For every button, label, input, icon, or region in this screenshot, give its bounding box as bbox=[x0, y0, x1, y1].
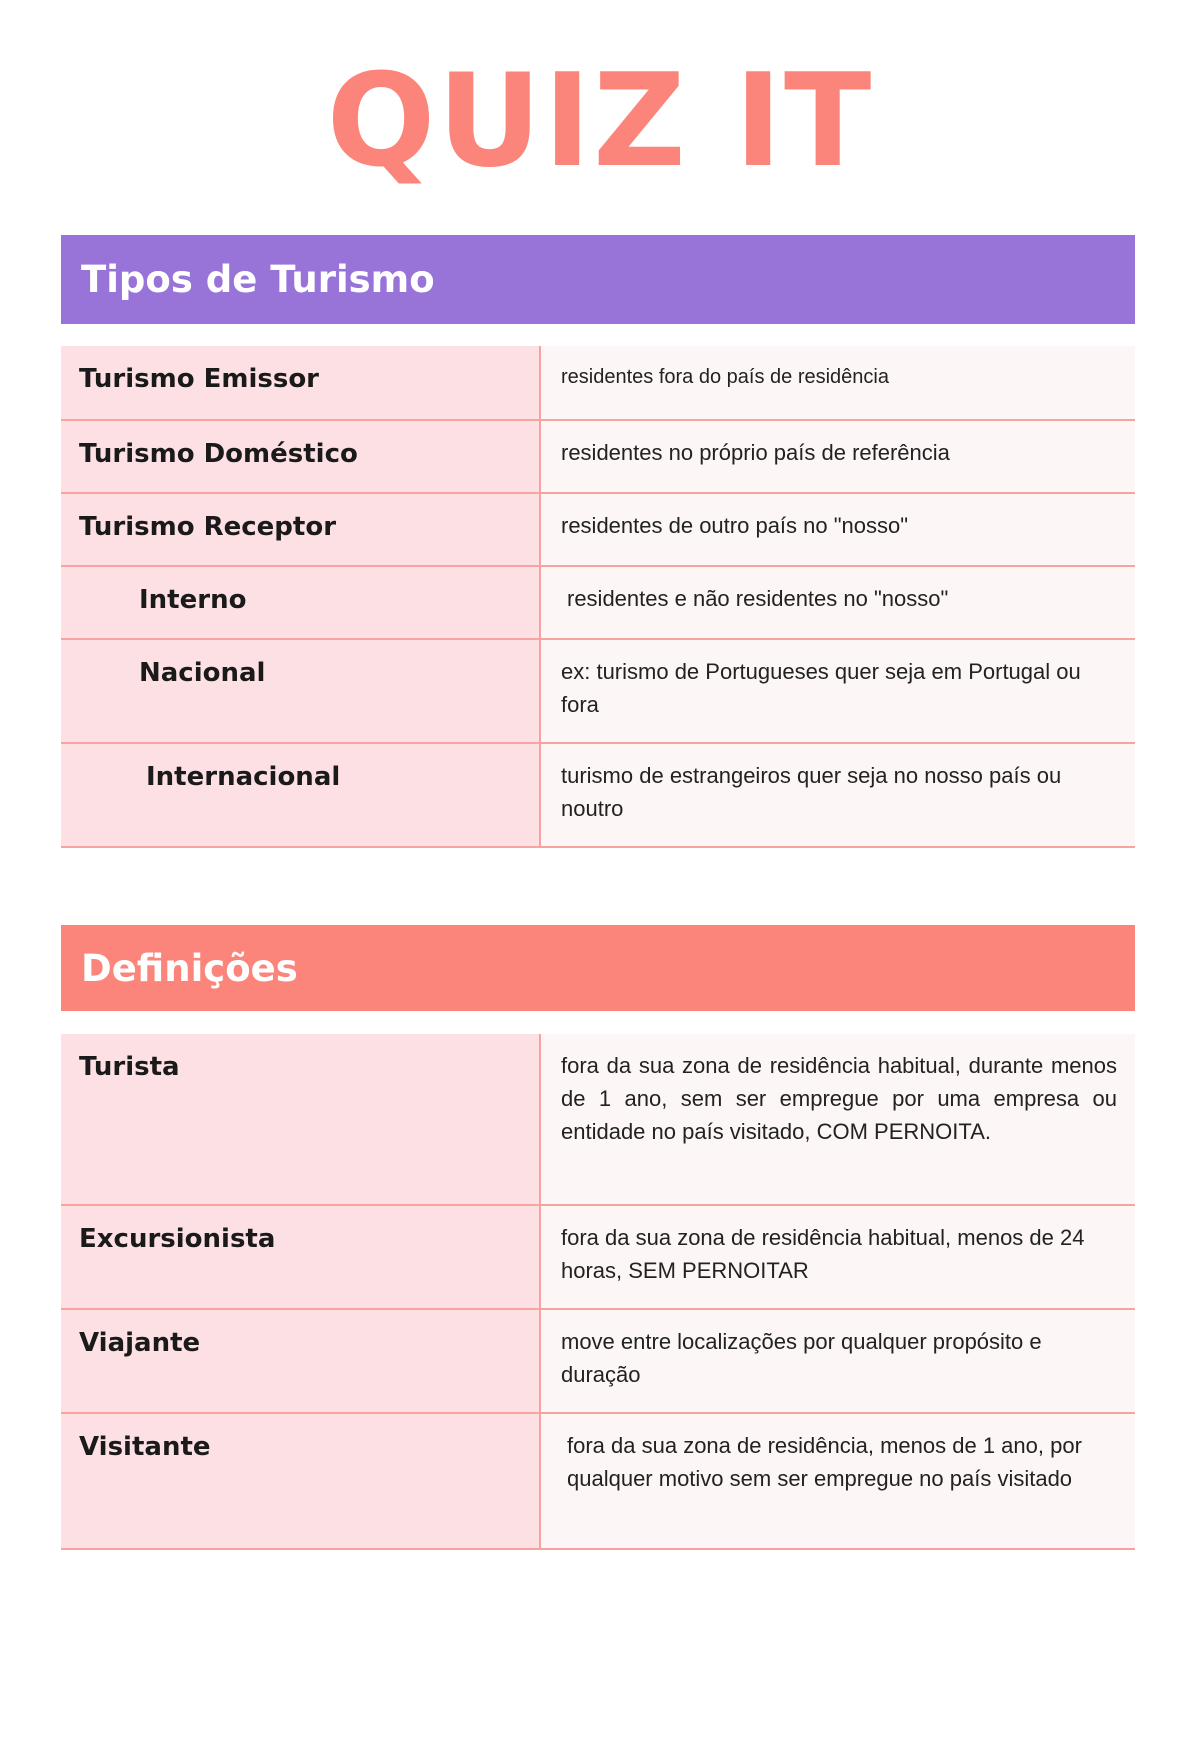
definition-cell: residentes e não residentes no "nosso" bbox=[541, 567, 1135, 638]
term-cell: Nacional bbox=[61, 640, 541, 742]
table-row bbox=[61, 638, 1135, 742]
table-row bbox=[61, 492, 1135, 565]
table-row bbox=[61, 1412, 1135, 1548]
table-row bbox=[61, 346, 1135, 419]
section-tipos-de-turismo bbox=[61, 235, 1135, 848]
term-cell: Turismo Emissor bbox=[61, 346, 541, 419]
definition-cell: residentes de outro país no "nosso" bbox=[541, 494, 1135, 565]
definition-cell: turismo de estrangeiros quer seja no nosso país ou noutro bbox=[541, 744, 1135, 846]
table-row bbox=[61, 1034, 1135, 1204]
definition-cell: fora da sua zona de residência habitual, menos de 24 horas, SEM PERNOITAR bbox=[541, 1206, 1135, 1308]
term-cell: Excursionista bbox=[61, 1206, 541, 1308]
section-heading: Definições bbox=[61, 925, 1135, 1011]
definitions-table bbox=[61, 1034, 1135, 1550]
definition-cell: move entre localizações por qualquer propósito e duração bbox=[541, 1310, 1135, 1412]
table-row bbox=[61, 1204, 1135, 1308]
table-row bbox=[61, 1308, 1135, 1412]
term-cell: Internacional bbox=[61, 744, 541, 846]
table-row bbox=[61, 565, 1135, 638]
terms-table bbox=[61, 346, 1135, 848]
section-definicoes bbox=[61, 925, 1135, 1550]
term-cell: Turista bbox=[61, 1034, 541, 1204]
section-heading: Tipos de Turismo bbox=[61, 235, 1135, 324]
definition-cell: fora da sua zona de residência habitual, durante menos de 1 ano, sem ser empregue por uma empresa ou entidade no país visitado, COM PERNOITA. bbox=[541, 1034, 1135, 1204]
definition-cell: fora da sua zona de residência, menos de 1 ano, por qualquer motivo sem ser empregue no país visitado bbox=[541, 1414, 1135, 1548]
page-title: QUIZ IT bbox=[326, 47, 874, 196]
term-cell: Turismo Receptor bbox=[61, 494, 541, 565]
table-row bbox=[61, 742, 1135, 846]
term-cell: Viajante bbox=[61, 1310, 541, 1412]
definition-cell: residentes no próprio país de referência bbox=[541, 421, 1135, 492]
term-cell: Interno bbox=[61, 567, 541, 638]
table-row bbox=[61, 419, 1135, 492]
definition-cell: residentes fora do país de residência bbox=[541, 346, 1135, 419]
term-cell: Visitante bbox=[61, 1414, 541, 1548]
definition-cell: ex: turismo de Portugueses quer seja em Portugal ou fora bbox=[541, 640, 1135, 742]
term-cell: Turismo Doméstico bbox=[61, 421, 541, 492]
